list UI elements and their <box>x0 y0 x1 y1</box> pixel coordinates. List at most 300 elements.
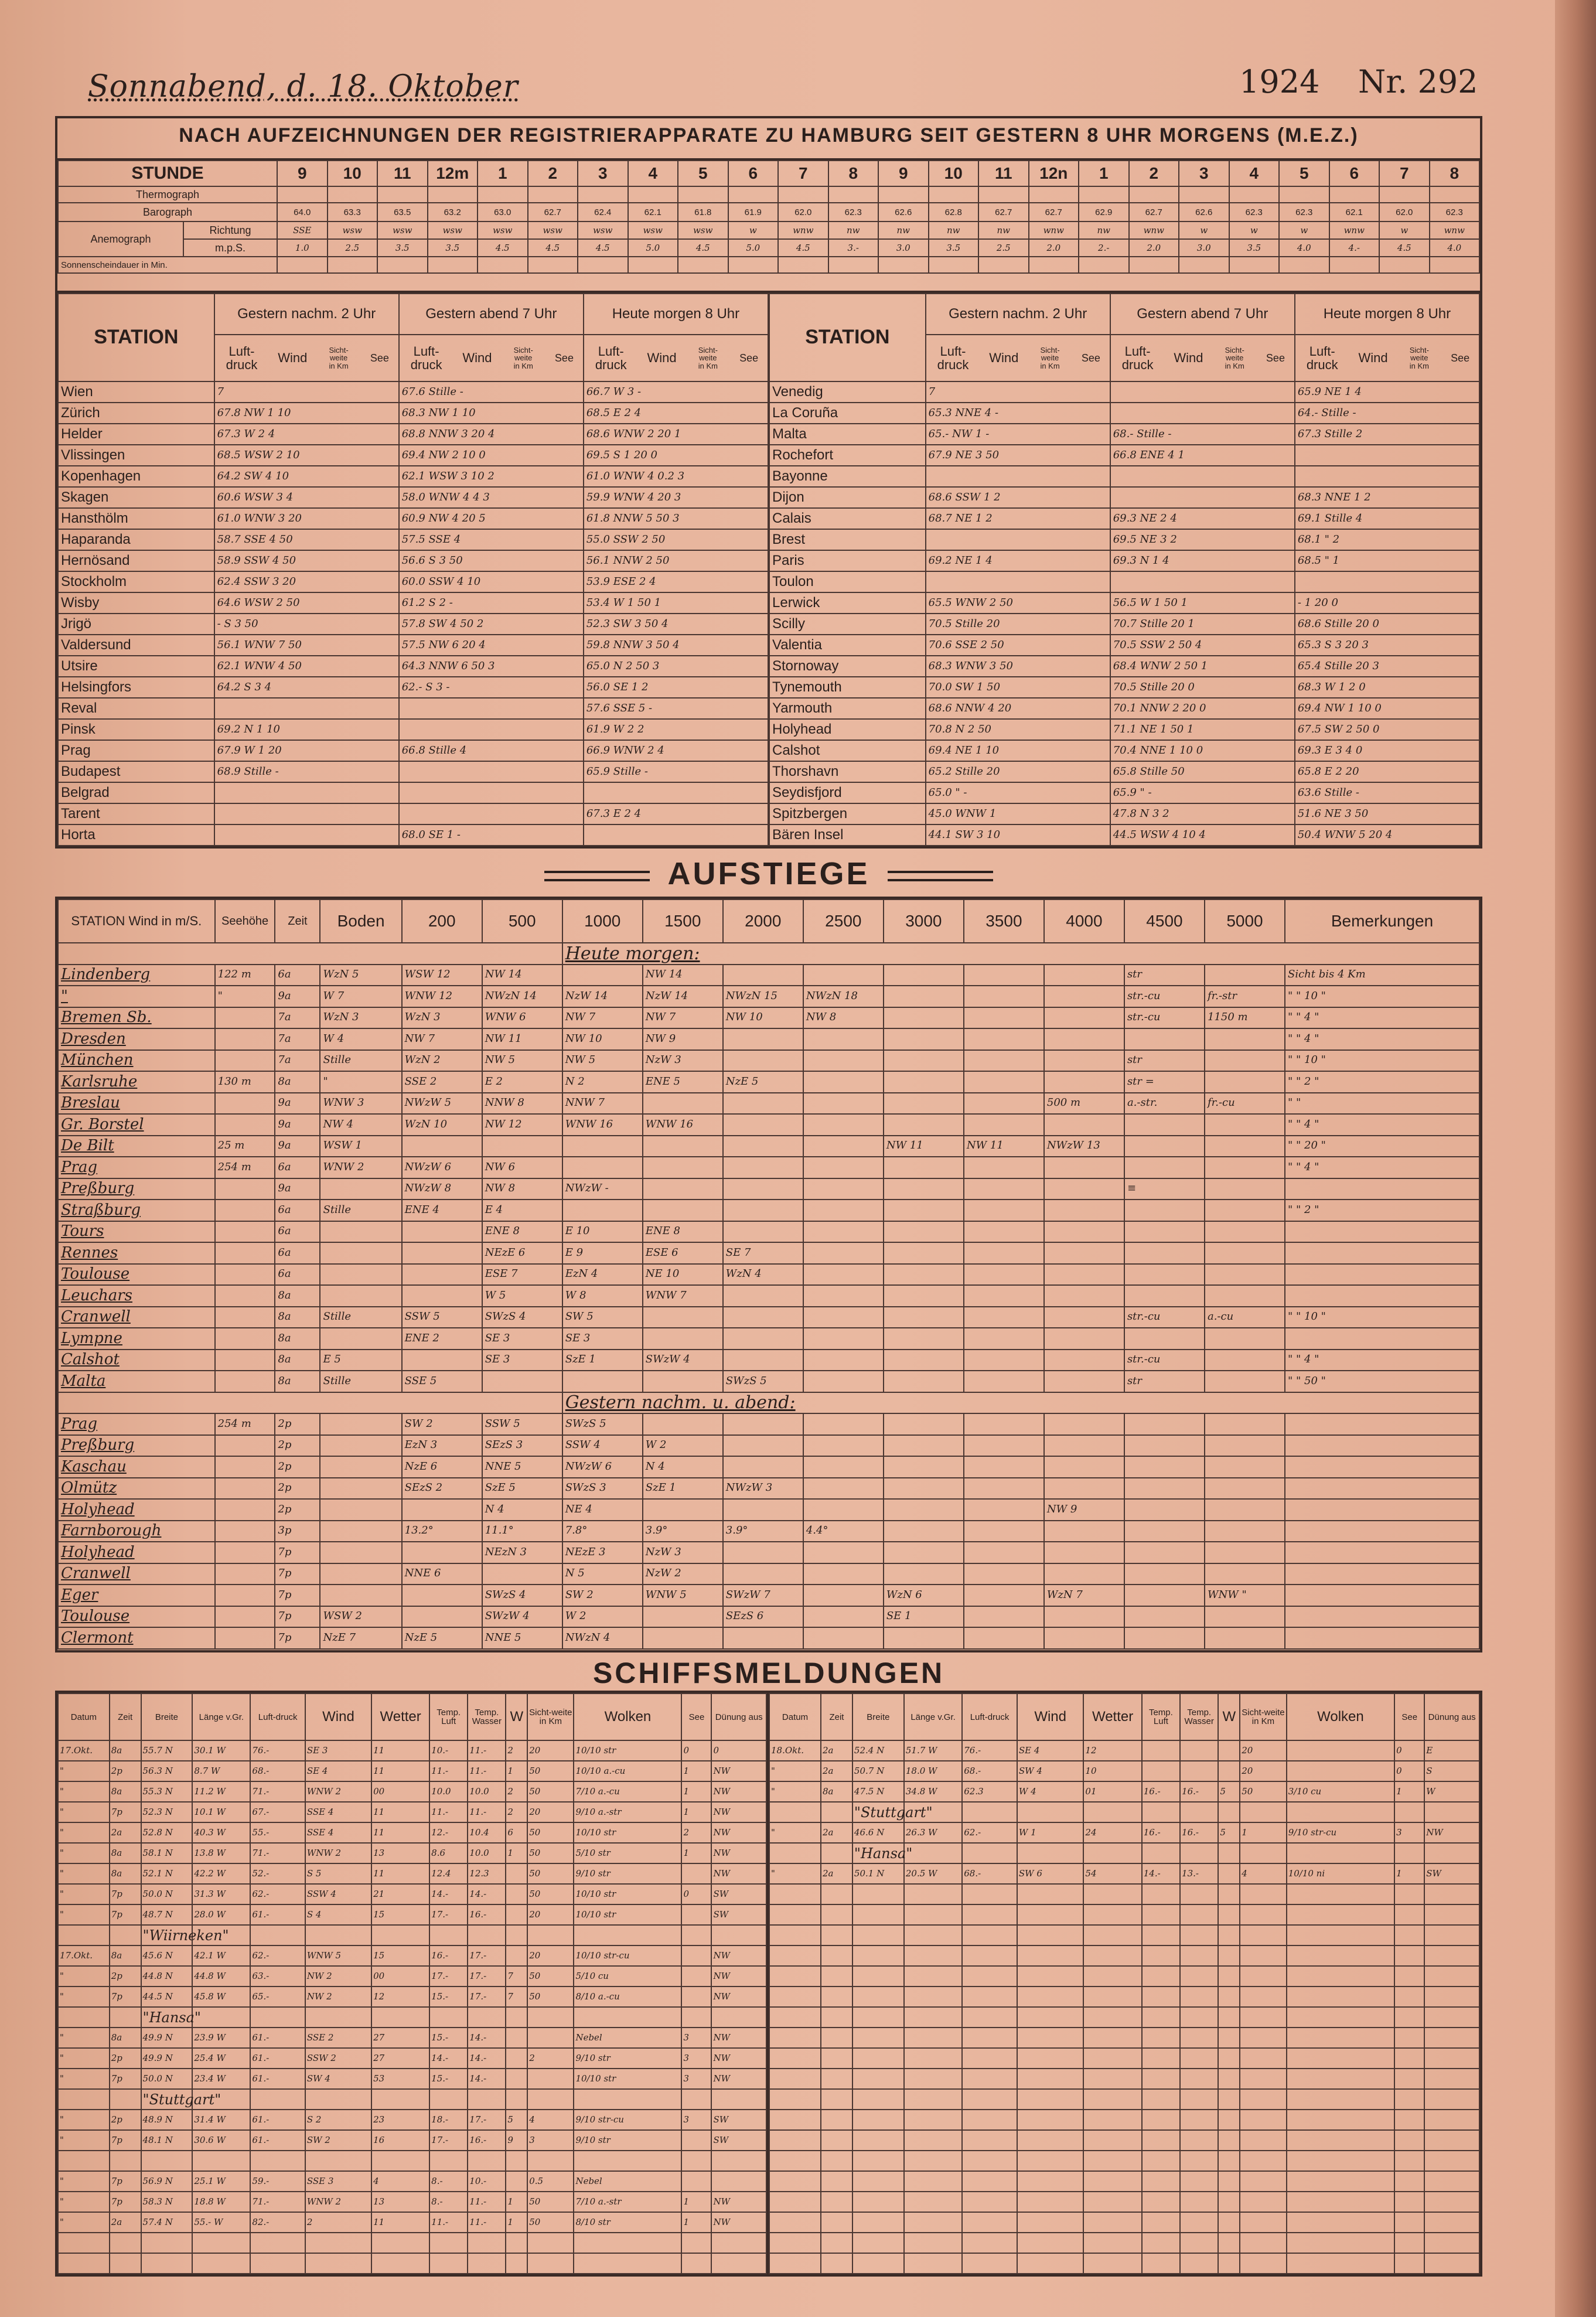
schiff-value <box>1017 1843 1084 1863</box>
aufstieg-value: NNW 8 <box>482 1093 562 1115</box>
aufstieg-value: 2p <box>275 1478 320 1500</box>
aufstieg-value <box>402 1499 482 1521</box>
schiff-value <box>58 2007 110 2028</box>
schiff-empty-cell <box>1083 2007 1141 2028</box>
station-obs: 68.1 " 2 <box>1295 529 1479 550</box>
aufstieg-station: Kaschau <box>58 1456 215 1478</box>
schiff-empty-cell <box>904 2253 962 2274</box>
schiff-empty-cell <box>1142 2130 1180 2151</box>
mps-cell: 4.0 <box>1279 239 1329 257</box>
schiff-empty-cell <box>769 1966 821 1987</box>
station-row <box>58 571 768 592</box>
aufstieg-value <box>803 1114 884 1136</box>
schiff-empty-row <box>769 2069 1479 2089</box>
station-obs: 68.6 Stille 20 0 <box>1295 614 1479 635</box>
schiff-value: 1 <box>681 2212 711 2233</box>
aufstieg-row <box>58 1157 1479 1178</box>
aufstieg-value <box>1205 1350 1285 1371</box>
aufstieg-value <box>320 1264 401 1286</box>
aufstieg-value <box>215 1563 275 1585</box>
station-obs: 69.5 NE 3 2 <box>1110 529 1295 550</box>
mps-cell: 2.0 <box>1129 239 1179 257</box>
station-obs: 62.1 WNW 4 50 <box>214 656 399 677</box>
aufstieg-value <box>1285 1221 1479 1243</box>
sonnen-cell <box>728 257 779 273</box>
schiff-value: W <box>1424 1781 1479 1802</box>
schiff-empty-cell <box>769 2110 821 2130</box>
station-name: Tynemouth <box>769 677 926 698</box>
mps-cell: 4.- <box>1329 239 1380 257</box>
aufstieg-value: N 5 <box>562 1563 643 1585</box>
schiff-value: " <box>58 2110 110 2130</box>
schiff-value: 55.7 N <box>141 1740 193 1761</box>
schiff-empty-cell <box>1142 1966 1180 1987</box>
schiff-empty-cell <box>1424 2130 1479 2151</box>
barograph-cell: 62.0 <box>1379 203 1430 222</box>
aufstieg-row <box>58 1371 1479 1392</box>
aufstieg-value: NW 11 <box>884 1136 964 1157</box>
station-obs: 68.3 W 1 2 0 <box>1295 677 1479 698</box>
aufstieg-value <box>803 1200 884 1221</box>
schiff-value: 45.6 N <box>141 1945 193 1966</box>
station-name: Tarent <box>58 803 214 824</box>
station-row <box>769 761 1479 782</box>
station-obs: 64.2 S 3 4 <box>214 677 399 698</box>
schiff-value: 25.4 W <box>192 2048 250 2069</box>
barograph-cell: 63.3 <box>328 203 378 222</box>
aufstieg-value <box>884 1371 964 1392</box>
aufstieg-value: " " <box>1285 1093 1479 1115</box>
aufstieg-value <box>215 1371 275 1392</box>
aufstieg-value <box>215 1521 275 1542</box>
aufstieg-value <box>643 1200 723 1221</box>
aufstieg-value: WzN 3 <box>320 1007 401 1029</box>
station-col-luft: Luft-druck <box>1121 343 1154 372</box>
schiff-value: 2a <box>110 1822 141 1843</box>
registration-title: NACH AUFZEICHNUNGEN DER REGISTRIERAPPARATE ZU HAMBURG SEIT GESTERN 8 UHR MORGENS (M.E.Z.) <box>57 118 1480 160</box>
aufstieg-value <box>803 1435 884 1457</box>
aufstieg-value <box>562 1136 643 1157</box>
richtung-cell: w <box>1229 222 1280 239</box>
schiff-value <box>681 2171 711 2192</box>
schiff-empty-cell <box>1083 1884 1141 1904</box>
schiff-value: " <box>58 2212 110 2233</box>
schiff-empty-cell <box>506 2253 527 2274</box>
schiff-empty-cell <box>1218 2212 1240 2233</box>
schiff-value: " <box>769 1863 821 1884</box>
schiff-value <box>110 2007 141 2028</box>
richtung-cell: wsw <box>328 222 378 239</box>
aufstiege-table <box>57 899 1480 1650</box>
station-obs: 65.9 Stille - <box>584 761 768 782</box>
station-obs: 62.4 SSW 3 20 <box>214 571 399 592</box>
schiff-value <box>527 2089 574 2110</box>
hour-cell: 8 <box>1430 161 1480 186</box>
sonnen-cell <box>428 257 478 273</box>
aufstiege-col-header: 2500 <box>803 899 884 943</box>
aufstieg-value <box>803 1627 884 1649</box>
aufstieg-value <box>964 1071 1044 1093</box>
thermograph-cell <box>778 186 828 203</box>
schiff-empty-cell <box>1142 2110 1180 2130</box>
schiff-value: " <box>58 1781 110 1802</box>
schiff-value: 76.- <box>962 1740 1017 1761</box>
aufstieg-value <box>215 1606 275 1628</box>
station-name: Haparanda <box>58 529 214 550</box>
stations-section <box>55 293 1482 849</box>
schiff-empty-cell <box>1083 2130 1141 2151</box>
schiff-empty-cell <box>1083 2028 1141 2048</box>
schiff-empty-cell <box>821 1904 852 1925</box>
schiff-value: 10.0 <box>468 1843 506 1863</box>
aufstieg-row <box>58 1328 1479 1350</box>
schiff-row <box>58 1966 766 1987</box>
schiff-value: 54 <box>1083 1863 1141 1884</box>
schiff-value: 10/10 str <box>574 1904 681 1925</box>
station-row <box>58 719 768 740</box>
aufstieg-value: NW 9 <box>1044 1499 1124 1521</box>
schiff-value: 15.- <box>429 1987 468 2007</box>
aufstieg-value <box>1044 1071 1124 1093</box>
schiff-empty-cell <box>962 2089 1017 2110</box>
schiff-empty-cell <box>962 1904 1017 1925</box>
richtung-cell: nw <box>1079 222 1129 239</box>
schiff-value <box>711 2007 766 2028</box>
schiff-row <box>769 1822 1479 1843</box>
schiff-value <box>506 1884 527 1904</box>
thermograph-cell <box>478 186 528 203</box>
aufstieg-value <box>215 1285 275 1307</box>
stations-left <box>57 293 769 846</box>
station-name: Bayonne <box>769 466 926 487</box>
schiff-empty-cell <box>904 2192 962 2212</box>
station-row <box>58 403 768 424</box>
aufstieg-value <box>884 1028 964 1050</box>
schiff-value: 8.7 W <box>192 1761 250 1781</box>
sonnen-cell <box>277 257 328 273</box>
sonnen-cell <box>1379 257 1430 273</box>
station-obs: 70.5 SSW 2 50 4 <box>1110 635 1295 656</box>
schiff-value <box>1424 1843 1479 1863</box>
station-obs: 68.6 SSW 1 2 <box>926 487 1110 508</box>
schiff-value: NW <box>711 1843 766 1863</box>
schiff-value: NW <box>711 1987 766 2007</box>
aufstieg-station: Preßburg <box>58 1178 215 1200</box>
schiff-col-header: Wolken <box>574 1694 681 1740</box>
aufstieg-value: 6a <box>275 1221 320 1243</box>
station-group-title: Gestern abend 7 Uhr <box>1110 294 1295 335</box>
aufstieg-value: 6a <box>275 965 320 986</box>
station-subcols <box>399 335 584 381</box>
aufstieg-row <box>58 1606 1479 1628</box>
aufstieg-value <box>1124 1028 1205 1050</box>
aufstieg-value: WzN 5 <box>320 965 401 986</box>
schiff-value: 1 <box>506 2212 527 2233</box>
schiff-empty-cell <box>1218 1904 1240 1925</box>
schiff-empty-cell <box>1240 2233 1286 2253</box>
schiff-value: 1 <box>1394 1863 1424 1884</box>
aufstieg-value: NWzN 4 <box>562 1627 643 1649</box>
schiff-empty-row <box>769 1945 1479 1966</box>
aufstieg-value: WNW 16 <box>562 1114 643 1136</box>
hour-cell: 3 <box>1179 161 1229 186</box>
aufstieg-value <box>1044 1007 1124 1029</box>
schiff-value <box>506 1863 527 1884</box>
schiff-value: 7p <box>110 2192 141 2212</box>
aufstieg-value <box>964 1221 1044 1243</box>
aufstieg-row <box>58 1221 1479 1243</box>
aufstieg-value <box>1124 1200 1205 1221</box>
schiff-value: 7 <box>506 1966 527 1987</box>
richtung-cell: nw <box>929 222 979 239</box>
schiff-value: 58.1 N <box>141 1843 193 1863</box>
schiff-value: NW 2 <box>305 1966 371 1987</box>
aufstieg-value <box>964 1178 1044 1200</box>
schiff-empty-cell <box>1180 2110 1218 2130</box>
aufstieg-value: str.-cu <box>1124 1007 1205 1029</box>
aufstieg-value <box>562 1200 643 1221</box>
schiff-row <box>58 2130 766 2151</box>
schiff-value: 15 <box>371 1904 429 1925</box>
sonnen-cell <box>978 257 1029 273</box>
schiff-value <box>1287 1761 1394 1781</box>
aufstieg-value <box>1205 1627 1285 1649</box>
aufstieg-value <box>803 1028 884 1050</box>
schiff-value: 11.- <box>429 1802 468 1822</box>
station-name: Calshot <box>769 740 926 761</box>
schiff-empty-cell <box>1240 2171 1286 2192</box>
schiff-value: 15.- <box>429 2028 468 2048</box>
schiff-empty-cell <box>904 2171 962 2192</box>
aufstieg-value: fr.-cu <box>1205 1093 1285 1115</box>
station-name: Jrigö <box>58 614 214 635</box>
sonnen-cell <box>478 257 528 273</box>
aufstieg-value <box>723 1028 803 1050</box>
aufstieg-value <box>643 1499 723 1521</box>
aufstieg-value <box>1205 965 1285 986</box>
station-header: STATION <box>58 294 214 381</box>
mps-cell: 3.5 <box>428 239 478 257</box>
aufstieg-value <box>402 1585 482 1606</box>
schiff-empty-cell <box>1180 2130 1218 2151</box>
schiff-empty-cell <box>962 2007 1017 2028</box>
aufstieg-value: W 7 <box>320 986 401 1007</box>
schiff-value: 5 <box>1218 1822 1240 1843</box>
aufstieg-value <box>402 1264 482 1286</box>
schiff-empty-cell <box>1017 2253 1084 2274</box>
station-row <box>58 761 768 782</box>
schiff-empty-cell <box>1424 2171 1479 2192</box>
aufstieg-value <box>1124 1114 1205 1136</box>
schiff-value: 4 <box>1240 1863 1286 1884</box>
aufstieg-value <box>964 1371 1044 1392</box>
aufstieg-value <box>402 1221 482 1243</box>
station-obs: 58.9 SSW 4 50 <box>214 550 399 571</box>
sonnen-cell <box>1079 257 1129 273</box>
barograph-cell: 62.0 <box>778 203 828 222</box>
schiff-value: 18.Okt. <box>769 1740 821 1761</box>
aufstieg-value: " " 4 " <box>1285 1350 1479 1371</box>
aufstieg-value: NW 7 <box>562 1007 643 1029</box>
aufstieg-value <box>1205 1028 1285 1050</box>
schiff-empty-cell <box>1287 2007 1394 2028</box>
station-obs: 55.0 SSW 2 50 <box>584 529 768 550</box>
aufstieg-value <box>723 1050 803 1072</box>
station-obs <box>399 803 584 824</box>
schiff-empty-row <box>769 2028 1479 2048</box>
aufstieg-value: 2p <box>275 1499 320 1521</box>
schiff-empty-cell <box>962 1987 1017 2007</box>
station-obs <box>399 719 584 740</box>
richtung-cell: wnw <box>1329 222 1380 239</box>
schiff-value: SW <box>711 1904 766 1925</box>
schiff-value: 0 <box>681 1740 711 1761</box>
hour-cell: 4 <box>1229 161 1280 186</box>
aufstieg-value <box>1205 1456 1285 1478</box>
schiff-value <box>506 2089 527 2110</box>
schiff-empty-cell <box>1424 2007 1479 2028</box>
station-col-sicht: Sicht-weite in Km <box>1040 345 1060 370</box>
aufstieg-value <box>1044 986 1124 1007</box>
aufstieg-value <box>1124 1627 1205 1649</box>
richtung-cell: wnw <box>1430 222 1480 239</box>
aufstieg-value: SW 5 <box>562 1307 643 1328</box>
station-col-luft: Luft-druck <box>410 343 442 372</box>
schiff-value: 44.8 W <box>192 1966 250 1987</box>
schiff-value <box>1142 1740 1180 1761</box>
aufstieg-value: SEzS 2 <box>402 1478 482 1500</box>
aufstieg-value: EzN 4 <box>562 1264 643 1286</box>
schiff-empty-cell <box>821 2110 852 2130</box>
schiff-value <box>711 2171 766 2192</box>
station-obs: 66.8 ENE 4 1 <box>1110 445 1295 466</box>
aufstieg-row <box>58 1285 1479 1307</box>
schiff-value <box>527 2069 574 2089</box>
barograph-cell: 62.6 <box>1179 203 1229 222</box>
schiff-value: NW <box>711 1822 766 1843</box>
schiff-value: 2 <box>506 1781 527 1802</box>
schiff-value: 26.3 W <box>904 1822 962 1843</box>
schiff-value: 00 <box>371 1966 429 1987</box>
schiff-value <box>371 2089 429 2110</box>
schiff-col-header: Temp. Luft <box>429 1694 468 1740</box>
schiff-value: SW 6 <box>1017 1863 1084 1884</box>
station-obs: 69.2 NE 1 4 <box>926 550 1110 571</box>
schiff-value: 17.- <box>468 2110 506 2130</box>
aufstieg-value <box>803 1585 884 1606</box>
schiff-value: NW <box>711 2212 766 2233</box>
schiff-value: 12.4 <box>429 1863 468 1884</box>
aufstieg-value: WzN 4 <box>723 1264 803 1286</box>
aufstieg-value: 7p <box>275 1627 320 1649</box>
hour-cell: 4 <box>628 161 678 186</box>
schiff-empty-cell <box>1180 1966 1218 1987</box>
station-obs: 67.6 Stille - <box>399 381 584 403</box>
station-obs: 7 <box>926 381 1110 403</box>
schiff-value: 9/10 str-cu <box>1287 1822 1394 1843</box>
schiff-empty-cell <box>962 2233 1017 2253</box>
schiff-empty-cell <box>769 2089 821 2110</box>
thermograph-cell <box>1379 186 1430 203</box>
aufstieg-value: WSW 12 <box>402 965 482 986</box>
sonnen-cell <box>878 257 929 273</box>
aufstieg-value: SWzS 5 <box>562 1413 643 1435</box>
schiff-empty-cell <box>1240 2007 1286 2028</box>
schiff-value: 2 <box>506 1802 527 1822</box>
schiff-value <box>506 1904 527 1925</box>
aufstieg-value <box>723 1542 803 1563</box>
station-row <box>58 529 768 550</box>
aufstieg-value: ENE 2 <box>402 1328 482 1350</box>
schiff-empty-cell <box>904 2110 962 2130</box>
schiff-value: 82.- <box>250 2212 305 2233</box>
aufstieg-value: str <box>1124 1371 1205 1392</box>
aufstieg-value: NW 11 <box>964 1136 1044 1157</box>
mps-cell: 4.5 <box>678 239 728 257</box>
aufstieg-value <box>1044 1542 1124 1563</box>
schiff-value: 13 <box>371 1843 429 1863</box>
schiff-value <box>711 2151 766 2171</box>
station-row <box>769 571 1479 592</box>
aufstieg-value <box>1044 1606 1124 1628</box>
schiff-empty-cell <box>904 2028 962 2048</box>
aufstieg-value <box>723 1627 803 1649</box>
schiff-value <box>821 1802 852 1822</box>
aufstieg-value: 2p <box>275 1456 320 1478</box>
aufstieg-value <box>723 1221 803 1243</box>
schiff-empty-row <box>769 2089 1479 2110</box>
schiff-col-header: Breite <box>141 1694 193 1740</box>
barograph-label: Barograph <box>58 203 277 222</box>
aufstieg-value <box>1205 1478 1285 1500</box>
station-name: Valentia <box>769 635 926 656</box>
schiff-empty-cell <box>769 2212 821 2233</box>
station-obs: 69.3 NE 2 4 <box>1110 508 1295 529</box>
schiff-value: "Hansa" <box>141 2007 193 2028</box>
thermograph-cell <box>1029 186 1079 203</box>
schiff-empty-cell <box>527 2233 574 2253</box>
schiff-section <box>55 1691 1482 2277</box>
barograph-cell: 62.3 <box>828 203 879 222</box>
station-row <box>769 803 1479 824</box>
schiff-empty-cell <box>1287 2212 1394 2233</box>
richtung-cell: wsw <box>428 222 478 239</box>
station-col-see: See <box>554 352 574 364</box>
schiff-empty-cell <box>769 1884 821 1904</box>
aufstieg-value <box>1205 1413 1285 1435</box>
schiff-empty-cell <box>1083 1925 1141 1945</box>
schiff-empty-cell <box>962 2151 1017 2171</box>
schiff-empty-cell <box>852 2007 904 2028</box>
schiff-value <box>371 1925 429 1945</box>
schiff-empty-cell <box>1240 1987 1286 2007</box>
aufstieg-value: str.-cu <box>1124 986 1205 1007</box>
station-obs: 50.4 WNW 5 20 4 <box>1295 824 1479 846</box>
aufstieg-value <box>215 1478 275 1500</box>
schiff-value: 8/10 a.-cu <box>574 1987 681 2007</box>
aufstieg-station: Cranwell <box>58 1307 215 1328</box>
schiff-empty-cell <box>1424 2069 1479 2089</box>
aufstieg-value <box>803 1242 884 1264</box>
station-row <box>58 656 768 677</box>
schiff-empty-cell <box>1017 1987 1084 2007</box>
aufstieg-value: SzE 5 <box>482 1478 562 1500</box>
schiff-value: S 2 <box>305 2110 371 2130</box>
richtung-cell: nw <box>878 222 929 239</box>
station-name: Holyhead <box>769 719 926 740</box>
schiff-right-table <box>769 1693 1480 2274</box>
aufstieg-value: NEzN 3 <box>482 1542 562 1563</box>
